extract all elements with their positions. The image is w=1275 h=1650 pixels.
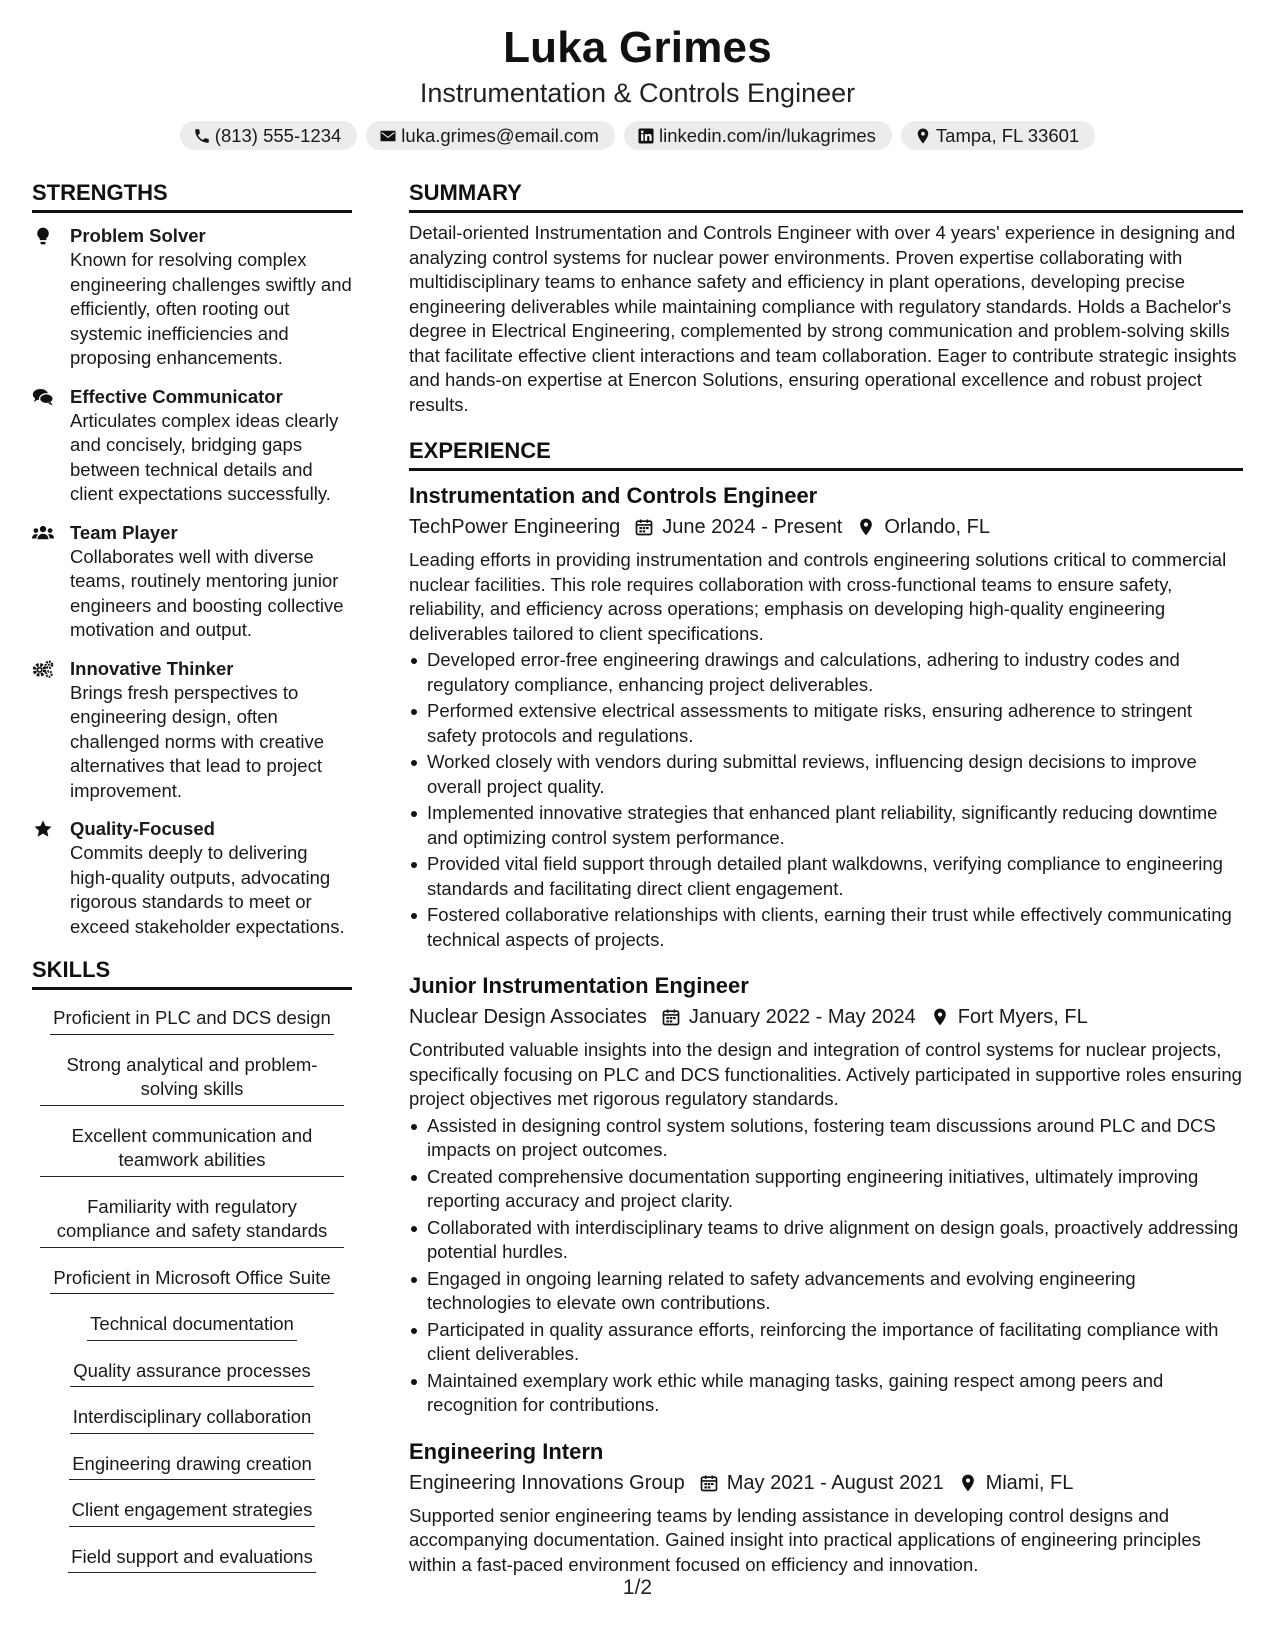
job-entry xyxy=(409,1437,1243,1578)
skills-heading: SKILLS xyxy=(32,953,352,990)
job-description: Leading efforts in providing instrumentation and controls engineering solutions critical to commercial nuclear facilities. This role requires collaboration with cross-functional teams to ensure safety, reliability, and efficiency across operations; emphasis on developing high-quality engineering deliverables tailored to client specifications. xyxy=(409,549,1227,644)
users-icon xyxy=(32,523,54,543)
skill-item: Proficient in Microsoft Office Suite xyxy=(50,1266,333,1295)
job-title: Instrumentation and Controls Engineer xyxy=(409,483,818,508)
strength-desc: Collaborates well with diverse teams, routinely mentoring junior engineers and boosting collective motivation and output. xyxy=(70,545,344,640)
strength-title: Problem Solver xyxy=(70,225,206,246)
contact-phone-text: (813) 555-1234 xyxy=(214,124,342,146)
job-bullet: Maintained exemplary work ethic while managing tasks, gaining respect among peers and recognition for contributions. xyxy=(409,1369,1243,1418)
summary-text: Detail-oriented Instrumentation and Controls Engineer with over 4 years' experience in designing and analyzing control systems for nuclear power environments. Proven expertise collaborating with multidisciplinary teams to enhance safety and efficiency in plant operations, developing precise engineering deliverables while maintaining compliance with regulatory standards. Holds a Bachelor's degree in Electrical Engineering, complemented by strong communication and problem-solving skills that facilitate effective client interactions and team collaboration. Eager to contribute strategic insights and hands-on expertise at Enercon Solutions, ensuring operational excellence and robust project results. xyxy=(409,222,1237,415)
contact-email[interactable] xyxy=(366,121,615,150)
strength-title: Effective Communicator xyxy=(70,385,283,407)
linkedin-icon xyxy=(637,127,655,145)
job-bullets xyxy=(409,648,1243,952)
job-bullet: Assisted in designing control system solutions, fostering team discussions around PLC and DCS impacts on project outcomes. xyxy=(409,1114,1243,1163)
job-description: Contributed valuable insights into the design and integration of control systems for nuclear projects, specifically focusing on PLC and DCS functionalities. Actively participated in supportive roles ensuring project objectives met rigorous regulatory standards. xyxy=(409,1039,1242,1109)
strength-item xyxy=(32,816,352,939)
job-meta xyxy=(409,512,1243,542)
job-dates: January 2022 - May 2024 xyxy=(688,1006,916,1028)
resume-header xyxy=(0,18,1275,150)
strength-item xyxy=(32,656,352,804)
calendar-icon xyxy=(699,1473,719,1493)
map-pin-icon xyxy=(930,1007,950,1027)
job-bullet: Worked closely with vendors during submittal reviews, influencing design decisions to improve overall project quality. xyxy=(409,750,1243,799)
job-company: Nuclear Design Associates xyxy=(409,1006,647,1028)
job-meta xyxy=(409,1468,1243,1498)
candidate-title: Instrumentation & Controls Engineer xyxy=(419,78,856,108)
comments-icon xyxy=(32,387,54,407)
strength-desc: Brings fresh perspectives to engineering design, often challenged norms with creative alternatives that lead to project improvement. xyxy=(70,681,324,801)
strengths-section xyxy=(32,176,352,939)
job-dates: May 2021 - August 2021 xyxy=(726,1471,944,1494)
job-entry xyxy=(409,971,1243,1418)
strength-desc: Commits deeply to delivering high-quality outputs, advocating rigorous standards to meet or exceed stakeholder expectations. xyxy=(70,842,345,937)
job-meta xyxy=(409,1002,1243,1032)
summary-heading: SUMMARY xyxy=(409,176,1243,213)
contact-phone[interactable] xyxy=(180,121,358,150)
contact-linkedin-text: linkedin.com/in/lukagrimes xyxy=(658,124,876,146)
strength-title: Team Player xyxy=(70,521,178,543)
job-bullet: Fostered collaborative relationships with clients, earning their trust while effectively communicating technical aspects of projects. xyxy=(409,903,1243,952)
job-title: Engineering Intern xyxy=(409,1438,604,1464)
job-bullet: Collaborated with interdisciplinary teams to drive alignment on design goals, proactively addressing potential hurdles. xyxy=(409,1216,1243,1265)
job-location: Fort Myers, FL xyxy=(957,1006,1088,1028)
skill-item: Technical documentation xyxy=(87,1312,297,1341)
skill-item: Quality assurance processes xyxy=(70,1359,314,1388)
job-dates: June 2024 - Present xyxy=(662,516,843,538)
skill-item: Excellent communication and teamwork abilities xyxy=(40,1124,344,1177)
right-column xyxy=(409,176,1243,1577)
job-location: Miami, FL xyxy=(985,1471,1074,1494)
contact-location xyxy=(901,121,1095,150)
strength-item xyxy=(32,384,352,507)
strength-title: Innovative Thinker xyxy=(70,657,234,679)
summary-section xyxy=(409,176,1243,417)
map-pin-icon xyxy=(958,1473,978,1493)
strength-item xyxy=(32,223,352,371)
lightbulb-icon xyxy=(32,226,54,246)
contact-location-text: Tampa, FL 33601 xyxy=(935,124,1080,146)
gears-icon xyxy=(32,659,54,679)
skill-item: Familiarity with regulatory compliance and safety standards xyxy=(40,1195,344,1248)
job-location: Orlando, FL xyxy=(884,516,990,538)
map-pin-icon xyxy=(914,127,932,145)
job-bullet: Provided vital field support through detailed plant walkdowns, verifying compliance to engineering standards and facilitating direct client engagement. xyxy=(409,852,1243,901)
job-bullet: Participated in quality assurance efforts, reinforcing the importance of facilitating compliance with client deliverables. xyxy=(409,1318,1243,1367)
job-company: Engineering Innovations Group xyxy=(409,1471,685,1494)
skills-section xyxy=(32,953,352,1591)
calendar-icon xyxy=(634,517,654,537)
skill-item: Engineering drawing creation xyxy=(69,1452,315,1481)
job-bullet: Implemented innovative strategies that enhanced plant reliability, significantly reducing downtime and optimizing control system performance. xyxy=(409,801,1243,850)
page-number: 1/2 xyxy=(622,1576,653,1599)
strength-item xyxy=(32,520,352,643)
phone-icon xyxy=(193,127,211,145)
job-bullet: Created comprehensive documentation supporting engineering initiatives, ultimately improving reporting accuracy and project clarity. xyxy=(409,1165,1243,1214)
strengths-heading: STRENGTHS xyxy=(32,176,352,213)
job-bullet: Engaged in ongoing learning related to safety advancements and evolving engineering technologies to elevate own contributions. xyxy=(409,1267,1243,1316)
job-description: Supported senior engineering teams by lending assistance in developing control designs and accompanying documentation. Gained insight into practical applications of engineering principles within a fast-paced environment focused on efficiency and innovation. xyxy=(409,1504,1201,1575)
map-pin-icon xyxy=(856,517,876,537)
contact-linkedin[interactable] xyxy=(624,121,892,150)
skill-item: Proficient in PLC and DCS design xyxy=(50,1006,334,1035)
job-bullet: Performed extensive electrical assessments to mitigate risks, ensuring adherence to stringent safety protocols and regulations. xyxy=(409,699,1243,748)
calendar-icon xyxy=(661,1007,681,1027)
skill-item: Interdisciplinary collaboration xyxy=(70,1405,315,1434)
left-column xyxy=(32,176,352,1591)
strength-desc: Articulates complex ideas clearly and concisely, bridging gaps between technical details and client expectations successfully. xyxy=(70,409,339,504)
experience-section xyxy=(409,434,1243,1577)
skill-item: Client engagement strategies xyxy=(69,1498,316,1527)
contact-email-text: luka.grimes@email.com xyxy=(401,124,599,146)
contact-bar xyxy=(0,121,1275,150)
skill-item: Field support and evaluations xyxy=(68,1545,316,1574)
job-entry xyxy=(409,481,1243,952)
candidate-name: Luka Grimes xyxy=(503,23,772,72)
job-company: TechPower Engineering xyxy=(409,516,621,538)
experience-heading: EXPERIENCE xyxy=(409,434,1243,471)
skill-item: Strong analytical and problem-solving skills xyxy=(40,1053,344,1106)
strength-desc: Known for resolving complex engineering challenges swiftly and efficiently, often rooting out systemic inefficiencies and proposing enhancements. xyxy=(70,249,352,368)
star-icon xyxy=(32,819,54,839)
envelope-icon xyxy=(379,127,397,145)
job-bullet: Developed error-free engineering drawings and calculations, adhering to industry codes and regulatory compliance, enhancing project deliverables. xyxy=(409,648,1243,697)
job-title: Junior Instrumentation Engineer xyxy=(409,973,749,998)
job-bullets xyxy=(409,1114,1243,1418)
strength-title: Quality-Focused xyxy=(70,818,215,839)
